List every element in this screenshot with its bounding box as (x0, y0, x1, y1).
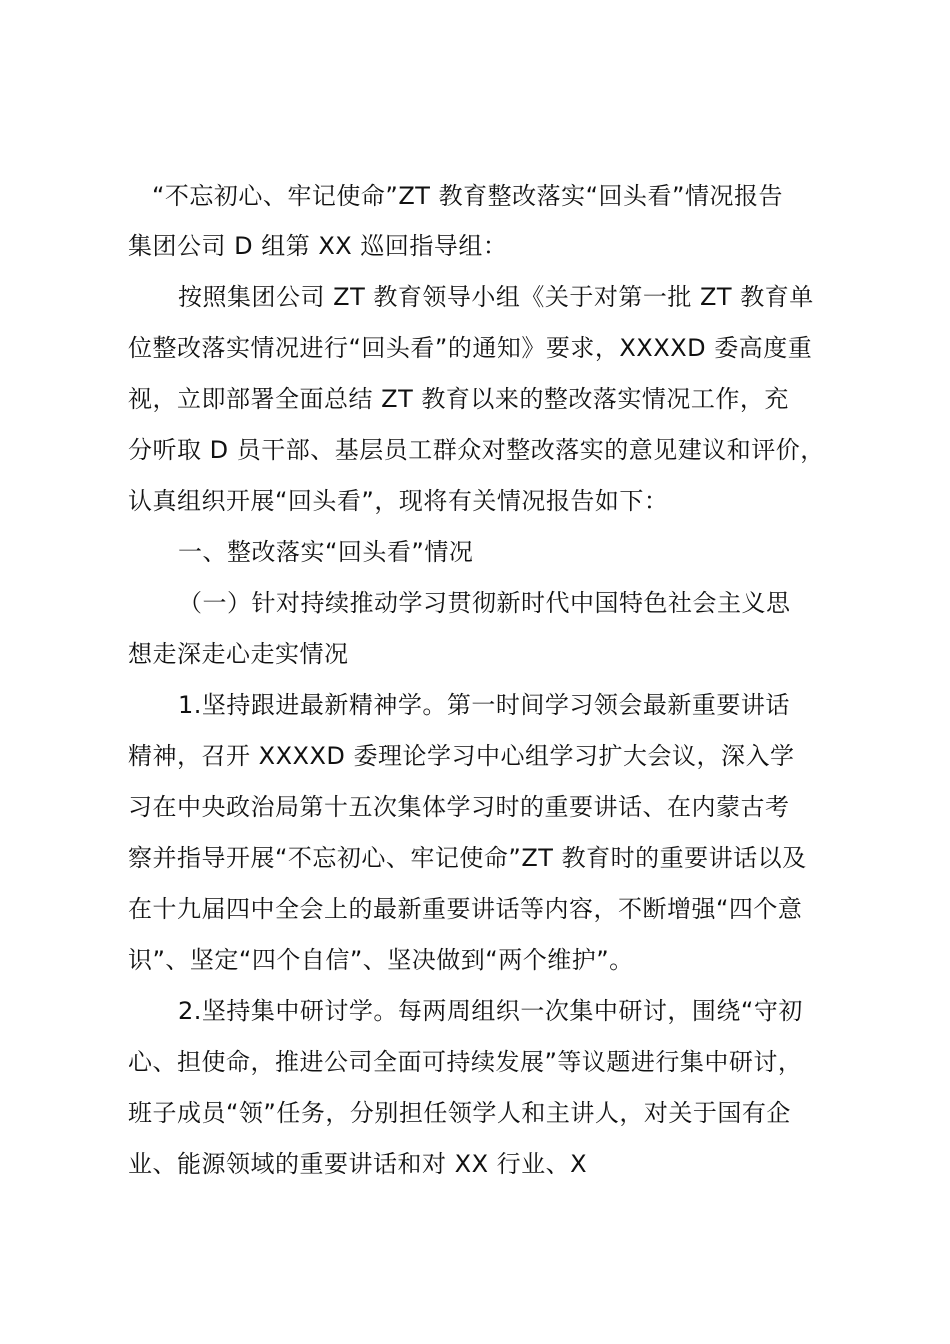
body-line: 分听取 D 员干部、基层员工群众对整改落实的意见建议和评价， (128, 436, 825, 464)
addressee-line: 集团公司 D 组第 XX 巡回指导组： (128, 232, 508, 260)
body-line: 业、能源领域的重要讲话和对 XX 行业、X (128, 1150, 588, 1178)
body-line: 察并指导开展“不忘初心、牢记使命”ZT 教育时的重要讲话以及 (128, 844, 807, 872)
subsection-heading: （一）针对持续推动学习贯彻新时代中国特色社会主义思 (178, 589, 791, 617)
document-title: “不忘初心、牢记使命”ZT 教育整改落实“回头看”情况报告 (152, 182, 783, 210)
body-line: 位整改落实情况进行“回头看”的通知》要求，XXXXD 委高度重 (128, 334, 813, 362)
body-line: 在十九届四中全会上的最新重要讲话等内容，不断增强“四个意 (128, 895, 803, 923)
section-heading: 一、整改落实“回头看”情况 (178, 538, 474, 566)
subsection-heading-cont: 想走深走心走实情况 (128, 640, 349, 668)
body-line: 认真组织开展“回头看”，现将有关情况报告如下： (128, 487, 669, 515)
body-line: 按照集团公司 ZT 教育领导小组《关于对第一批 ZT 教育单 (178, 283, 814, 311)
body-line: 心、担使命，推进公司全面可持续发展”等议题进行集中研讨， (128, 1048, 803, 1076)
body-line: 2.坚持集中研讨学。每两周组织一次集中研讨，围绕“守初 (178, 997, 803, 1025)
body-line: 视，立即部署全面总结 ZT 教育以来的整改落实情况工作，充 (128, 385, 789, 413)
body-line: 习在中央政治局第十五次集体学习时的重要讲话、在内蒙古考 (128, 793, 790, 821)
body-line: 班子成员“领”任务，分别担任领学人和主讲人，对关于国有企 (128, 1099, 791, 1127)
body-line: 精神，召开 XXXXD 委理论学习中心组学习扩大会议，深入学 (128, 742, 795, 770)
body-line: 识”、坚定“四个自信”、坚决做到“两个维护”。 (128, 946, 634, 974)
body-line: 1.坚持跟进最新精神学。第一时间学习领会最新重要讲话 (178, 691, 790, 719)
